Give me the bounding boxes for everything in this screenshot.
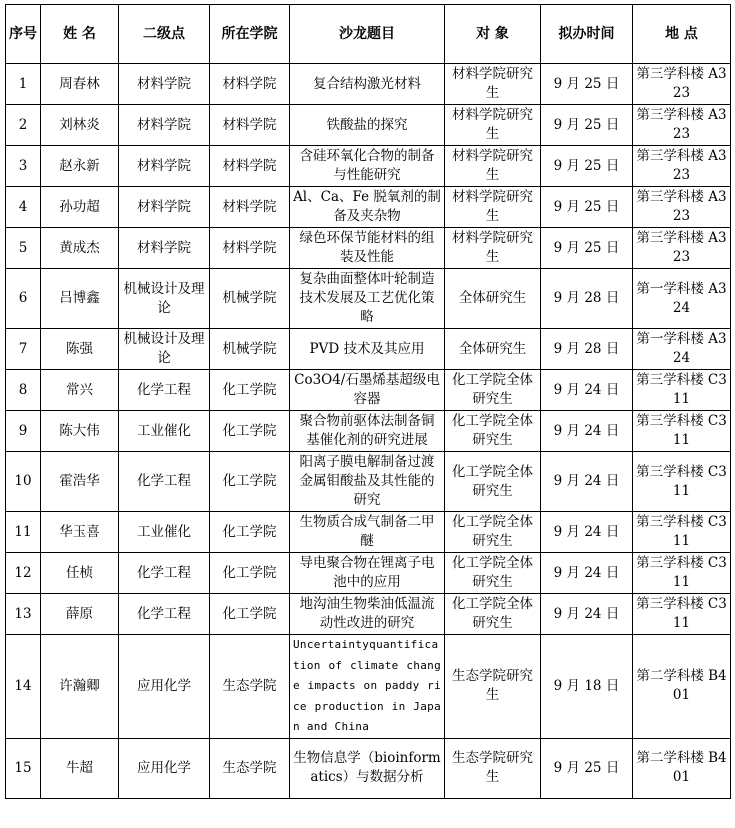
row-audience: 生态学院研究生 [445,738,541,798]
row-college: 生态学院 [210,738,290,798]
row-place: 第三学科楼 C311 [633,512,731,553]
row-name: 薛原 [41,594,119,635]
row-subfield: 机械设计及理论 [119,329,210,370]
row-audience: 全体研究生 [445,329,541,370]
row-place: 第三学科楼 A323 [633,187,731,228]
table-row [6,64,731,105]
row-audience: 材料学院研究生 [445,228,541,269]
row-place: 第三学科楼 A323 [633,228,731,269]
table-row [6,187,731,228]
table-row [6,105,731,146]
row-college: 化工学院 [210,370,290,411]
salon-schedule-table [5,4,731,799]
row-index: 1 [6,64,41,105]
row-subfield: 工业催化 [119,411,210,452]
row-subfield: 应用化学 [119,635,210,739]
row-audience: 化工学院全体研究生 [445,452,541,512]
row-topic: 生物信息学（bioinformatics）与数据分析 [290,738,445,798]
row-place: 第三学科楼 C311 [633,553,731,594]
row-topic: 地沟油生物柴油低温流动性改进的研究 [290,594,445,635]
row-college: 化工学院 [210,411,290,452]
row-date: 9 月 24 日 [541,452,633,512]
row-index: 7 [6,329,41,370]
row-index: 8 [6,370,41,411]
row-college: 材料学院 [210,228,290,269]
row-college: 化工学院 [210,594,290,635]
row-topic: 生物质合成气制备二甲醚 [290,512,445,553]
row-college: 化工学院 [210,512,290,553]
row-name: 孙功超 [41,187,119,228]
row-topic: 导电聚合物在锂离子电池中的应用 [290,553,445,594]
row-topic: 含硅环氧化合物的制备与性能研究 [290,146,445,187]
table-row [6,738,731,798]
row-name: 常兴 [41,370,119,411]
row-place: 第三学科楼 A323 [633,105,731,146]
row-audience: 生态学院研究生 [445,635,541,739]
row-index: 12 [6,553,41,594]
header-subfield: 二级点 [119,5,210,64]
table-header-row [6,5,731,64]
row-subfield: 材料学院 [119,187,210,228]
row-audience: 材料学院研究生 [445,105,541,146]
table-row [6,146,731,187]
row-subfield: 应用化学 [119,738,210,798]
row-audience: 化工学院全体研究生 [445,553,541,594]
table-row [6,594,731,635]
row-college: 材料学院 [210,105,290,146]
row-college: 机械学院 [210,329,290,370]
header-topic: 沙龙题目 [290,5,445,64]
row-topic: Al、Ca、Fe 脱氧剂的制备及夹杂物 [290,187,445,228]
row-name: 黄成杰 [41,228,119,269]
header-college: 所在学院 [210,5,290,64]
row-subfield: 材料学院 [119,105,210,146]
row-topic: 绿色环保节能材料的组装及性能 [290,228,445,269]
row-name: 吕博鑫 [41,269,119,329]
row-date: 9 月 25 日 [541,187,633,228]
row-date: 9 月 18 日 [541,635,633,739]
header-audience: 对 象 [445,5,541,64]
row-name: 陈大伟 [41,411,119,452]
row-place: 第一学科楼 A324 [633,269,731,329]
row-index: 6 [6,269,41,329]
table-row [6,269,731,329]
row-name: 陈强 [41,329,119,370]
row-topic: 聚合物前驱体法制备铜基催化剂的研究进展 [290,411,445,452]
row-audience: 化工学院全体研究生 [445,411,541,452]
row-topic: 复杂曲面整体叶轮制造技术发展及工艺优化策略 [290,269,445,329]
row-name: 华玉喜 [41,512,119,553]
row-date: 9 月 24 日 [541,512,633,553]
row-subfield: 化学工程 [119,553,210,594]
row-date: 9 月 24 日 [541,411,633,452]
row-college: 生态学院 [210,635,290,739]
table-row [6,329,731,370]
row-index: 11 [6,512,41,553]
table-row [6,553,731,594]
row-index: 10 [6,452,41,512]
row-subfield: 化学工程 [119,370,210,411]
row-index: 2 [6,105,41,146]
row-name: 许瀚卿 [41,635,119,739]
row-audience: 材料学院研究生 [445,187,541,228]
row-place: 第三学科楼 A323 [633,146,731,187]
row-topic: Co3O4/石墨烯基超级电容器 [290,370,445,411]
row-name: 霍浩华 [41,452,119,512]
row-index: 3 [6,146,41,187]
table-row [6,512,731,553]
row-index: 4 [6,187,41,228]
row-date: 9 月 25 日 [541,105,633,146]
row-college: 材料学院 [210,146,290,187]
table-row [6,411,731,452]
row-audience: 全体研究生 [445,269,541,329]
row-index: 15 [6,738,41,798]
row-audience: 材料学院研究生 [445,64,541,105]
row-place: 第二学科楼 B401 [633,738,731,798]
row-name: 任桢 [41,553,119,594]
row-date: 9 月 25 日 [541,146,633,187]
row-audience: 化工学院全体研究生 [445,370,541,411]
row-college: 材料学院 [210,187,290,228]
row-place: 第三学科楼 C311 [633,594,731,635]
row-date: 9 月 25 日 [541,228,633,269]
row-college: 机械学院 [210,269,290,329]
row-audience: 材料学院研究生 [445,146,541,187]
row-name: 赵永新 [41,146,119,187]
row-subfield: 化学工程 [119,452,210,512]
row-subfield: 材料学院 [119,146,210,187]
row-name: 刘林炎 [41,105,119,146]
row-name: 牛超 [41,738,119,798]
header-date: 拟办时间 [541,5,633,64]
row-topic: 复合结构激光材料 [290,64,445,105]
row-date: 9 月 24 日 [541,594,633,635]
row-date: 9 月 24 日 [541,370,633,411]
row-topic: 阳离子膜电解制备过渡金属钼酸盐及其性能的研究 [290,452,445,512]
row-place: 第三学科楼 C311 [633,411,731,452]
table-row [6,635,731,739]
row-audience: 化工学院全体研究生 [445,594,541,635]
table-row [6,228,731,269]
header-index: 序号 [6,5,41,64]
row-college: 化工学院 [210,553,290,594]
row-college: 化工学院 [210,452,290,512]
row-subfield: 材料学院 [119,228,210,269]
row-index: 14 [6,635,41,739]
row-college: 材料学院 [210,64,290,105]
row-place: 第三学科楼 C311 [633,452,731,512]
row-date: 9 月 28 日 [541,329,633,370]
row-topic: 铁酸盐的探究 [290,105,445,146]
header-place: 地 点 [633,5,731,64]
row-topic: Uncertaintyquantification of climate change impacts on paddy rice production in Japan and China [290,635,445,739]
row-place: 第一学科楼 A324 [633,329,731,370]
table-row [6,370,731,411]
row-date: 9 月 25 日 [541,64,633,105]
table-row [6,452,731,512]
row-place: 第三学科楼 A323 [633,64,731,105]
row-topic: PVD 技术及其应用 [290,329,445,370]
row-index: 13 [6,594,41,635]
header-name: 姓 名 [41,5,119,64]
row-place: 第三学科楼 C311 [633,370,731,411]
row-subfield: 化学工程 [119,594,210,635]
row-subfield: 材料学院 [119,64,210,105]
row-audience: 化工学院全体研究生 [445,512,541,553]
row-name: 周春林 [41,64,119,105]
row-place: 第二学科楼 B401 [633,635,731,739]
row-subfield: 机械设计及理论 [119,269,210,329]
row-index: 9 [6,411,41,452]
row-date: 9 月 25 日 [541,738,633,798]
row-date: 9 月 24 日 [541,553,633,594]
row-date: 9 月 28 日 [541,269,633,329]
row-subfield: 工业催化 [119,512,210,553]
row-index: 5 [6,228,41,269]
